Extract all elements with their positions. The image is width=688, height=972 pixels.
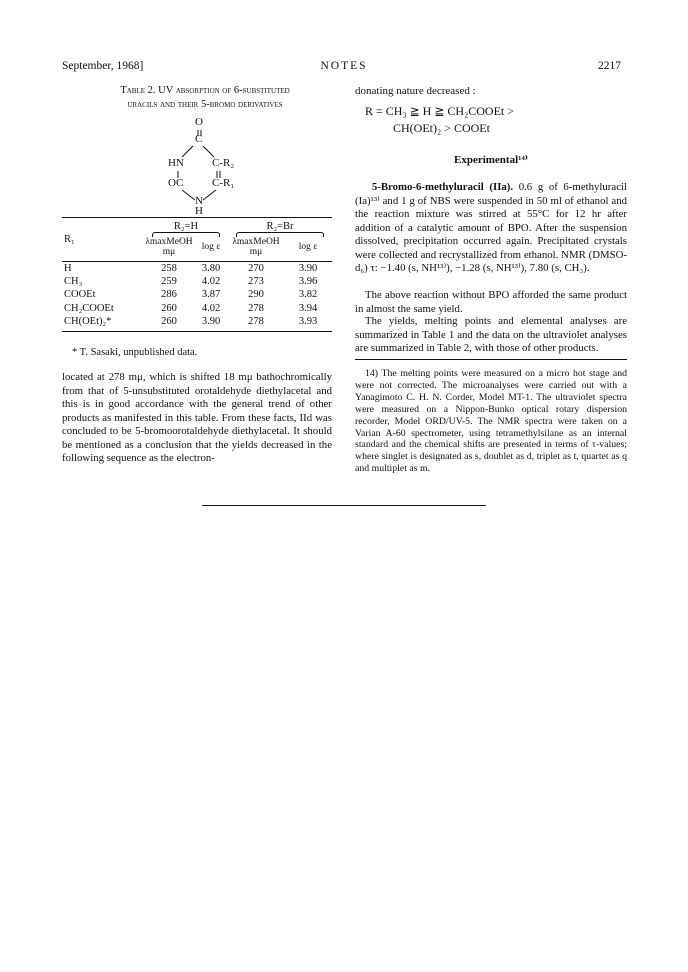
uv-data-table	[62, 221, 332, 328]
cell-lambda-h: 258	[161, 263, 177, 274]
table-row	[62, 288, 332, 301]
footnote-14: 14) The melting points were measured on a micro hot stage and were not corrected. The microanalyses were carried out with a Yanagimoto C. H. N. Corder, Model MT-1. The ultraviolet spectra were measured on a Nippon-Bunko optical rotary dispersion recorder, Model ORD/UV-5. The NMR spectra were taken on a Varian A-60 spectrometer, using tetramethylsilane as an internal standard and the chemical shifts are presented in terms of τ-values; where singlet is designated as s, doublet as d, triplet as t, quartet as q and multiplet as m.	[355, 368, 627, 475]
experimental-paragraph-1	[355, 181, 627, 276]
sequence-formula-line1: R = CH₃ ≧ H ≧ CH₂COOEt >	[365, 104, 515, 118]
table-caption-line2: uracils and their 5-bromo derivatives	[127, 99, 283, 110]
footnote-separator	[355, 359, 627, 360]
body-text-donating: donating nature decreased :	[355, 85, 476, 97]
cell-log-h: 4.02	[201, 276, 221, 288]
cell-log-h: 4.02	[201, 302, 221, 314]
cell-lambda-h: 286	[161, 289, 177, 301]
col-header-lambda-1: λmaxMeOH mμ	[145, 237, 193, 257]
cell-log-h: 3.87	[201, 289, 221, 301]
cell-lambda-h: 259	[161, 276, 177, 288]
page-end-rule	[202, 505, 486, 506]
table-footnote: * T. Sasaki, unpublished data.	[72, 347, 198, 358]
structure-hn: HN	[168, 157, 184, 169]
cell-r1: CH₃	[64, 276, 83, 288]
experimental-paragraph-3: The yields, melting points and elemental analyses are summarized in Table 1 and the data on the ultraviolet analyses are summarized in Table 2, with those of other products.	[355, 315, 627, 354]
cell-lambda-br: 270	[248, 263, 264, 274]
structure-n: N	[195, 195, 203, 207]
structure-h: H	[195, 205, 203, 217]
running-header-section: NOTES	[320, 60, 368, 72]
cell-lambda-h: 260	[161, 302, 177, 314]
experimental-paragraph-1-text: 0.6 g of 6-methyluracil (Ia)¹³⁾ and 1 g of NBS were suspended in 50 ml of ethanol and the reaction mixture was stirred at 55°C for 12 hr after addition of a catalytic amount of BPO. After the suspension dissolved, precipitation occurred again. Precipitated crystals were collected and recrystallized from ethanol. NMR (DMSO-d₆) τ: −1.40 (s, NH¹³⁾), −1.28 (s, NH¹³⁾), 7.80 (s, CH₃).	[355, 181, 627, 274]
structure-c: C	[195, 133, 203, 145]
structure-bonds	[140, 116, 270, 216]
cell-log-br: 3.94	[298, 302, 318, 314]
table-row	[62, 275, 332, 288]
page-number: 2217	[598, 60, 621, 72]
col-header-log-1: log ε	[201, 242, 221, 252]
compound-title: 5-Bromo-6-methyluracil (IIa).	[371, 181, 514, 193]
group-header-r2-br: R₂=Br	[228, 221, 332, 237]
cell-log-br: 3.96	[298, 276, 318, 288]
cell-r1: CH₂COOEt	[64, 302, 114, 314]
cell-log-br: 3.93	[298, 315, 318, 327]
section-heading-experimental: Experimental¹⁴⁾	[453, 154, 529, 166]
cell-lambda-br: 278	[248, 302, 264, 314]
table-caption	[74, 84, 336, 112]
col-header-log-2: log ε	[298, 242, 318, 252]
table-row	[62, 262, 332, 276]
cell-lambda-br: 273	[248, 276, 264, 288]
cell-lambda-h: 260	[161, 315, 177, 327]
cell-lambda-br: 290	[248, 289, 264, 301]
cell-r1: CH(OEt)₂*	[64, 315, 112, 327]
cell-r1: H	[64, 263, 72, 274]
running-header-date: September, 1968]	[62, 60, 144, 72]
uracil-structure	[140, 116, 270, 216]
cell-log-br: 3.82	[298, 289, 318, 301]
cell-lambda-br: 278	[248, 315, 264, 327]
structure-oc: OC	[168, 177, 184, 189]
group-header-r2-h: R₂=H	[144, 221, 228, 237]
sequence-formula-line2: CH(OEt)₂ > COOEt	[393, 121, 490, 135]
table-caption-line1: Table 2. UV absorption of 6-substituted	[120, 85, 290, 96]
cell-log-h: 3.90	[201, 315, 221, 327]
body-paragraph-left: located at 278 mμ, which is shifted 18 mμ bathochromically from that of 5-unsubstituted orotaldehyde diethylacetal and this is in good accordance with the general trend of other products as manifested in this table. From these facts, IId was concluded to be 5-bromoorotaldehyde diethylacetal. It should be mentioned as a conclusion that the yields decreased in the following sequence as the electron-	[62, 371, 332, 464]
structure-o: O	[195, 116, 203, 128]
uv-table	[62, 217, 332, 332]
table-row	[62, 302, 332, 315]
structure-cr2: C-R₂	[212, 157, 235, 169]
cell-log-h: 3.80	[201, 263, 221, 274]
cell-log-br: 3.90	[298, 263, 318, 274]
cell-r1: COOEt	[64, 289, 96, 301]
col-header-r1: R₁	[64, 233, 75, 245]
table-row	[62, 315, 332, 328]
table-top-rule	[62, 217, 332, 218]
experimental-paragraph-2: The above reaction without BPO afforded the same product in almost the same yield.	[355, 289, 627, 315]
table-bottom-rule	[62, 331, 332, 332]
structure-cr1: C-R₁	[212, 177, 235, 189]
col-header-lambda-2: λmaxMeOH mμ	[232, 237, 280, 257]
